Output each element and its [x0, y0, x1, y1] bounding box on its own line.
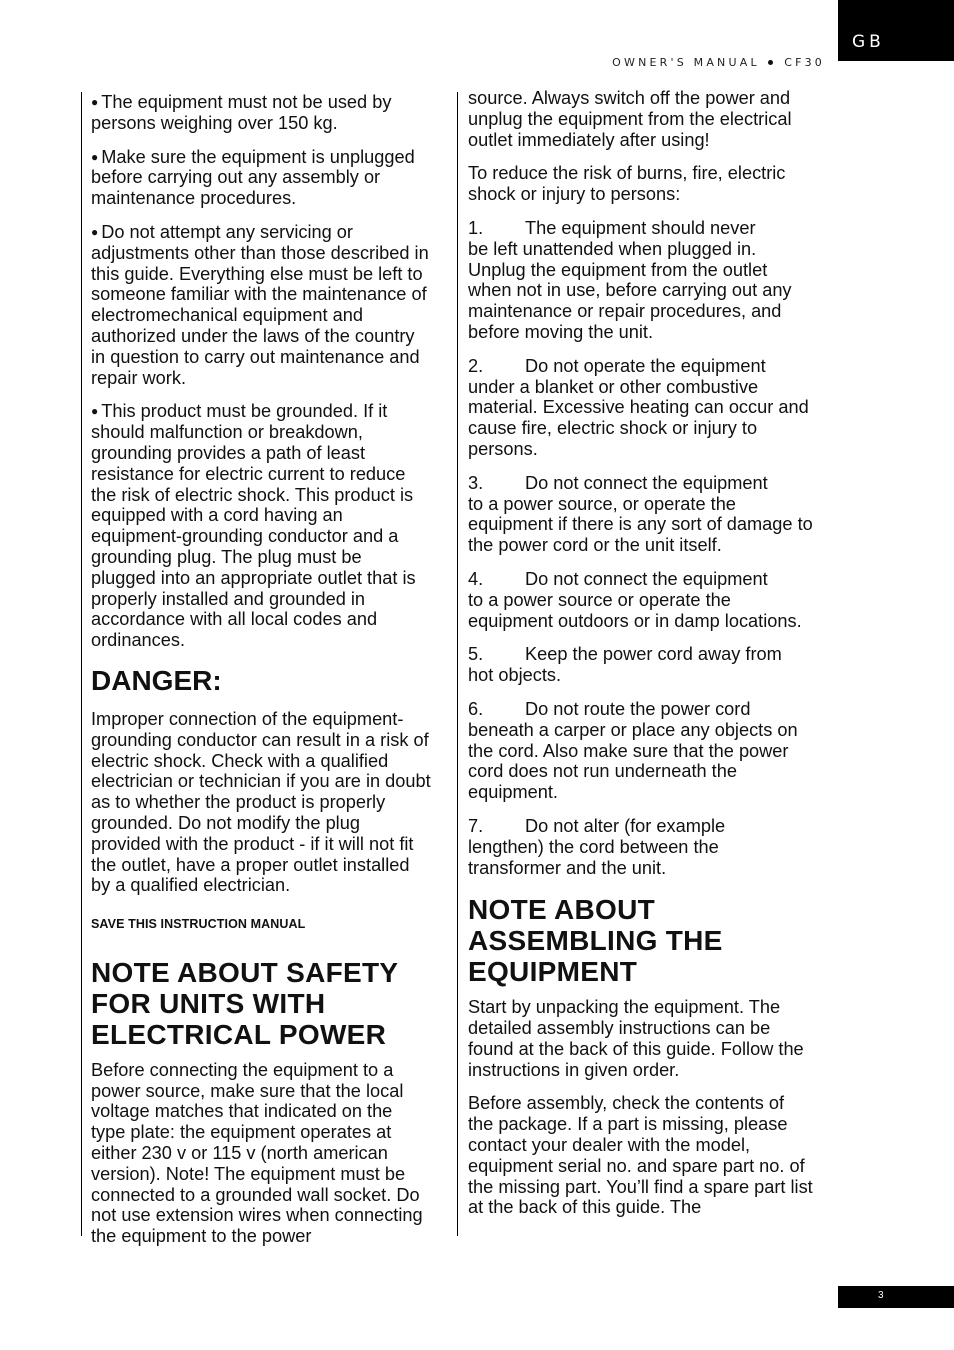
save-manual-note: SAVE THIS INSTRUCTION MANUAL: [91, 917, 306, 932]
page-number: 3: [838, 1286, 954, 1308]
danger-heading: DANGER:: [91, 664, 222, 696]
list-item: 5. Keep the power cord away from hot objects.: [468, 644, 782, 686]
assembly-paragraph-1: Start by unpacking the equipment. The detailed assembly instructions can be found at the back of this guide. Follow the instructions in given order.: [468, 997, 804, 1080]
manual-title: OWNER'S MANUAL: [612, 56, 760, 69]
list-item: 1. The equipment should never be left unattended when plugged in. Unplug the equipment from the outlet when not in use, before carrying out any maintenance or repair procedures, and before moving the unit.: [468, 217, 792, 342]
bullet-item: ● Make sure the equipment is unplugged before carrying out any assembly or maintenance procedures.: [91, 146, 415, 209]
bullet-item: ● This product must be grounded. If it should malfunction or breakdown, grounding provides a path of least resistance for electric current to reduce the risk of electric shock. This product is equipped with a cord having an equipment-grounding conductor and a grounding plug. The plug must be plugged into an appropriate outlet that is properly installed and grounded in accordance with all local codes and ordinances.: [91, 401, 416, 651]
right-column: [468, 88, 814, 1231]
safety-text: Before connecting the equipment to a power source, make sure that the local voltage matches that indicated on the type plate: the equipment operates at either 230 v or 115 v (north american version). Note! The equipment must be connected to a grounded wall socket. Do not use extension wires when connecting the equipment to the power: [91, 1059, 423, 1247]
assembly-heading: NOTE ABOUT ASSEMBLING THE EQUIPMENT: [468, 894, 723, 988]
bullet-item: ● The equipment must not be used by persons weighing over 150 kg.: [91, 92, 392, 133]
running-header: [612, 56, 825, 69]
bullet-icon: ●: [91, 224, 99, 239]
bullet-icon: ●: [91, 404, 99, 419]
model-name: CF30: [784, 56, 825, 69]
continuation-text: source. Always switch off the power and unplug the equipment from the electrical outlet immediately after using!: [468, 88, 792, 150]
danger-text: Improper connection of the equipment-grounding conductor can result in a risk of electric shock. Check with a qualified electrician or technician if you are in doubt as to whether the product is properly grounded. Do not modify the plug provided with the product - if it will not fit the outlet, have a proper outlet installed by a qualified electrician.: [91, 708, 431, 896]
safety-heading: NOTE ABOUT SAFETY FOR UNITS WITH ELECTRICAL POWER: [91, 956, 398, 1050]
left-column: [91, 92, 431, 1260]
list-item: 7. Do not alter (for example lengthen) the cord between the transformer and the unit.: [468, 815, 726, 878]
risk-intro: To reduce the risk of burns, fire, electric shock or injury to persons:: [468, 163, 786, 205]
list-item: 6. Do not route the power cord beneath a carper or place any objects on the cord. Also make sure that the power cord does not run underneath the equipment.: [468, 698, 798, 803]
bullet-icon: ●: [91, 149, 99, 164]
list-item: 3. Do not connect the equipment to a power source, or operate the equipment if there is any sort of damage to the power cord or the unit itself.: [468, 472, 813, 556]
middle-column-rule: [457, 92, 458, 1236]
assembly-paragraph-2: Before assembly, check the contents of the package. If a part is missing, please contact your dealer with the model, equipment serial no. and spare part no. of the missing part. You’ll find a spare part list at the back of this guide. The: [468, 1093, 813, 1218]
language-tab: GB: [838, 0, 954, 61]
list-item: 4. Do not connect the equipment to a power source or operate the equipment outdoors or in damp locations.: [468, 568, 802, 631]
separator-dot: [768, 60, 773, 65]
bullet-item: ● Do not attempt any servicing or adjustments other than those described in this guide. Everything else must be left to someone familiar with the maintenance of electromechanical equipment and authorized under the laws of the country in question to carry out maintenance and repair work.: [91, 221, 429, 388]
bullet-icon: ●: [91, 95, 99, 109]
left-column-rule: [81, 92, 82, 1236]
list-item: 2. Do not operate the equipment under a blanket or other combustive material. Excessive heating can occur and cause fire, electric shock or injury to persons.: [468, 355, 809, 459]
